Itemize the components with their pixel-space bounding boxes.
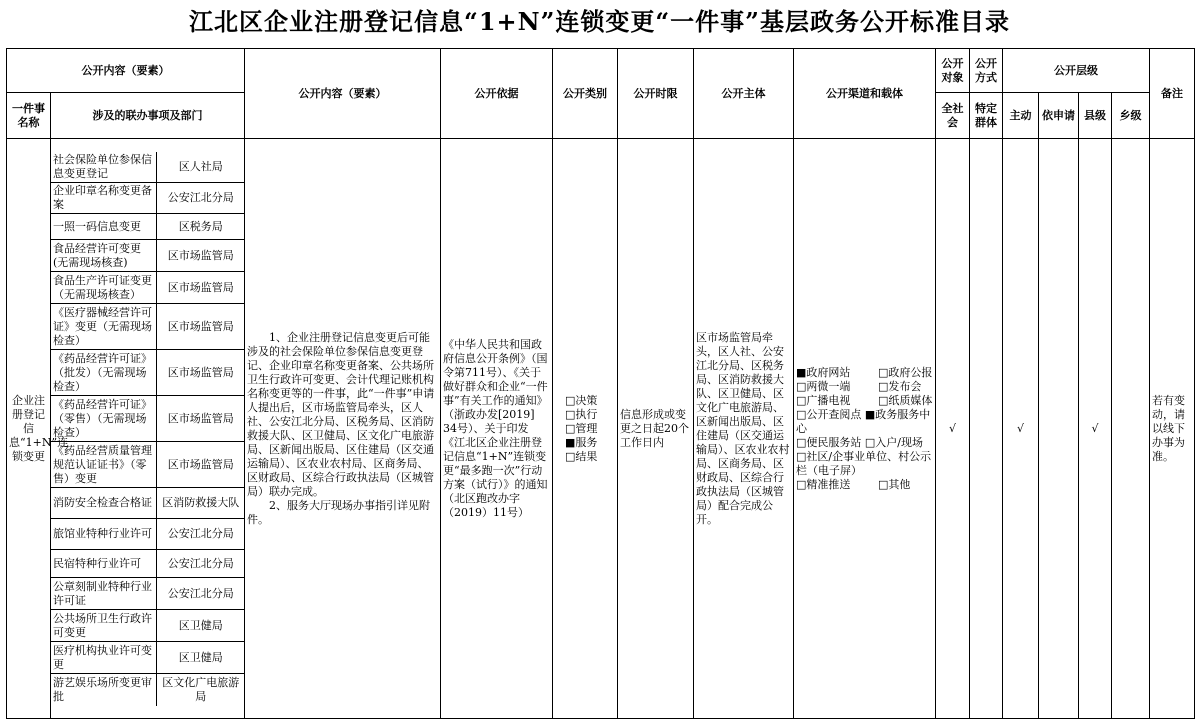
header-on-request: 依申请 (1039, 93, 1079, 139)
specific-group-check (970, 139, 1003, 719)
linked-items-list (51, 152, 245, 706)
item-dept: 区市场监管局 (156, 240, 245, 272)
item-dept: 区市场监管局 (156, 396, 245, 442)
channel-option: □政府公报 (878, 365, 933, 379)
header-category: 公开类别 (553, 49, 618, 139)
item-name: 《药品经营许可证》（零售）（无需现场检查） (51, 396, 156, 442)
item-name: 社会保险单位参保信息变更登记 (51, 152, 156, 183)
item-dept: 区文化广电旅游局 (156, 674, 245, 706)
channel-option: ■政府网站 (796, 365, 851, 379)
basis-cell: 《中华人民共和国政府信息公开条例》（国令第711号）、《关于做好群众和企业“一件事”有关工作的通知》（浙政办发[2019] 34号）、关于印发《江北区企业注册登记信息“1+N”连锁变更“最多跑一次”行动方案（试行）》的通知（北区跑改办字（2019）11号） (441, 139, 553, 719)
category-option: □结果 (565, 449, 598, 463)
item-dept: 区税务局 (156, 214, 245, 240)
item-name: 食品生产许可证变更（无需现场核查） (51, 272, 156, 304)
category-option: ■服务 (565, 435, 598, 449)
channel-option: □发布会 (878, 379, 922, 393)
linked-items-cell (51, 139, 245, 719)
item-name: 旅馆业特种行业许可 (51, 519, 156, 550)
item-dept: 区卫健局 (156, 610, 245, 642)
channel-option: □纸质媒体 (878, 393, 933, 407)
category-option: □决策 (565, 393, 598, 407)
item-name: 《药品经营质量管理规范认证证书》（零售）变更 (51, 442, 156, 488)
content-paragraph-2: 2、服务大厅现场办事指引详见附件。 (247, 498, 430, 526)
category-option: □管理 (565, 421, 598, 435)
header-whole-society: 全社会 (936, 93, 970, 139)
item-name: 公共场所卫生行政许可变更 (51, 610, 156, 642)
subject-cell: 区市场监管局牵头，区人社、公安江北分局、区税务局、区消防救援大队、区卫健局、区文化广电旅游局、区新闻出版局、区住建局（区交通运输局）、区农业农村局、区商务局、区财政局、区综合行政执法局（区城管局）配合完成公开。 (694, 139, 794, 719)
item-dept: 区市场监管局 (156, 350, 245, 396)
channel-option: □广播电视 (796, 393, 851, 407)
channel-option: □两微一端 (796, 379, 851, 393)
item-dept: 区卫健局 (156, 642, 245, 674)
item-dept: 区市场监管局 (156, 442, 245, 488)
township-check (1112, 139, 1150, 719)
item-dept: 区消防救援大队 (156, 488, 245, 519)
header-method: 公开方式 (970, 49, 1003, 93)
channel-option: □便民服务站 □入户/现场 (796, 435, 923, 449)
item-dept: 公安江北分局 (156, 578, 245, 610)
category-cell (553, 139, 618, 719)
item-dept: 区市场监管局 (156, 272, 245, 304)
item-dept: 区人社局 (156, 152, 245, 183)
channel-option: □精准推送 (796, 477, 851, 491)
item-dept: 公安江北分局 (156, 183, 245, 214)
item-dept: 公安江北分局 (156, 519, 245, 550)
whole-society-check: √ (936, 139, 970, 719)
item-dept: 公安江北分局 (156, 550, 245, 578)
channel-option: □其他 (878, 477, 911, 491)
header-active: 主动 (1003, 93, 1039, 139)
header-specific-group: 特定群体 (970, 93, 1003, 139)
remarks-cell: 若有变动，请以线下办事为准。 (1150, 139, 1195, 719)
item-name: 企业印章名称变更备案 (51, 183, 156, 214)
item-name: 食品经营许可变更(无需现场核查) (51, 240, 156, 272)
item-name: 游艺娱乐场所变更审批 (51, 674, 156, 706)
header-township: 乡级 (1112, 93, 1150, 139)
county-check: √ (1079, 139, 1112, 719)
header-content-group: 公开内容（要素） (7, 49, 245, 93)
channel-option: □公开查阅点 ■政务服务中心 (796, 407, 931, 435)
header-object: 公开对象 (936, 49, 970, 93)
catalog-table (6, 48, 1195, 719)
item-name: 《药品经营许可证》（批发）（无需现场检查） (51, 350, 156, 396)
item-name: 公章刻制业特种行业许可证 (51, 578, 156, 610)
item-name: 民宿特种行业许可 (51, 550, 156, 578)
header-content: 公开内容（要素） (245, 49, 441, 139)
header-channels: 公开渠道和载体 (794, 49, 936, 139)
active-check: √ (1003, 139, 1039, 719)
item-name: 医疗机构执业许可变更 (51, 642, 156, 674)
header-subject: 公开主体 (694, 49, 794, 139)
item-name: 《医疗器械经营许可证》变更（无需现场检查） (51, 304, 156, 350)
header-time-limit: 公开时限 (618, 49, 694, 139)
content-cell (245, 139, 441, 719)
channels-cell (794, 139, 936, 719)
page-title: 江北区企业注册登记信息“1+N”连锁变更“一件事”基层政务公开标准目录 (189, 7, 1010, 36)
category-option: □执行 (565, 407, 598, 421)
item-name: 消防安全检查合格证 (51, 488, 156, 519)
channel-option: □社区/企事业单位、村公示栏（电子屏） (796, 449, 932, 477)
time-limit-cell: 信息形成或变更之日起20个工作日内 (618, 139, 694, 719)
header-level: 公开层级 (1003, 49, 1150, 93)
on-request-check (1039, 139, 1079, 719)
header-linked-items: 涉及的联办事项及部门 (51, 93, 245, 139)
item-name: 一照一码信息变更 (51, 214, 156, 240)
header-basis: 公开依据 (441, 49, 553, 139)
header-county: 县级 (1079, 93, 1112, 139)
header-remarks: 备注 (1150, 49, 1195, 139)
item-dept: 区市场监管局 (156, 304, 245, 350)
header-one-thing-name: 一件事名称 (7, 93, 51, 139)
one-thing-name: 企业注册登记信息“1+N”连锁变更 (7, 139, 51, 719)
content-paragraph-1: 1、企业注册登记信息变更后可能涉及的社会保险单位参保信息变更登记、企业印章名称变更备案、公共场所卫生行政许可变更、会计代理记账机构名称变更等的一件事，此“一件事”申请人提出后，区市场监管局牵头，区人社、公安江北分局、区税务局、区消防救援大队、区卫健局、区文化广电旅游局、区新闻出版局、区住建局（区交通运输局）、区农业农村局、区商务局、区财政局、区综合行政执法局（区城管局）联办完成。 (247, 330, 435, 498)
